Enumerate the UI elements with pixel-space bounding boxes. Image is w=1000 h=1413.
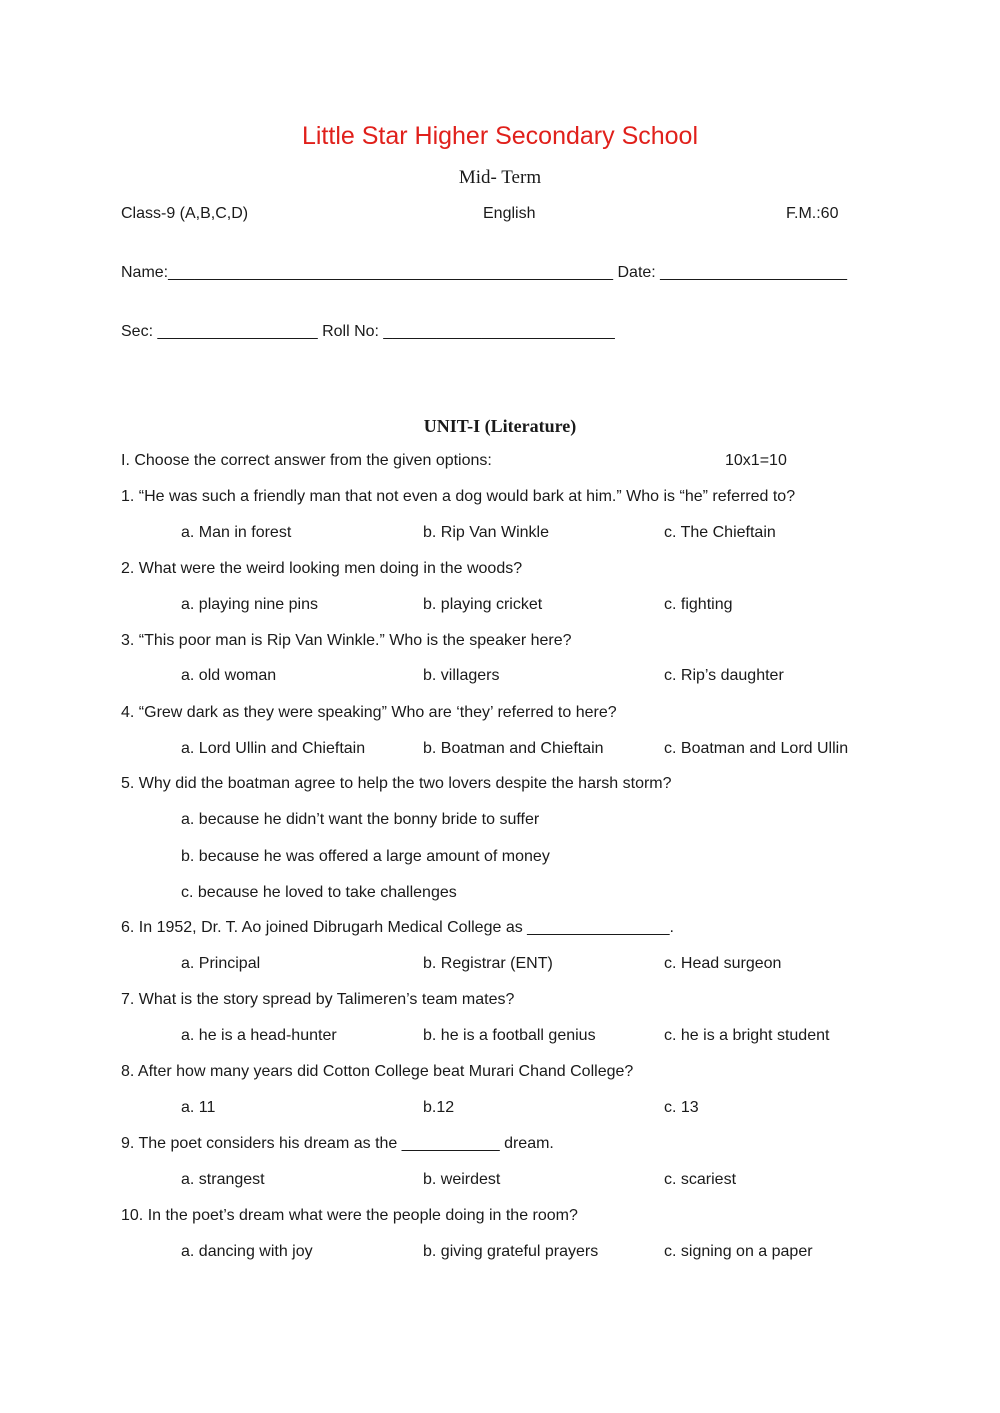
question-text: 1. “He was such a friendly man that not even a dog would bark at him.” Who is “he” referred to? bbox=[121, 488, 796, 505]
full-marks-label: F.M.:60 bbox=[786, 205, 839, 222]
option-b: b. Boatman and Chieftain bbox=[423, 740, 604, 757]
option-c: c. fighting bbox=[664, 596, 733, 613]
option-c: c. because he loved to take challenges bbox=[181, 884, 457, 901]
question-text: 6. In 1952, Dr. T. Ao joined Dibrugarh Medical College as ________________. bbox=[121, 919, 674, 936]
question-text: 7. What is the story spread by Talimeren’s team mates? bbox=[121, 991, 515, 1008]
marks-label: 10x1=10 bbox=[725, 452, 787, 469]
option-a: a. old woman bbox=[181, 667, 277, 684]
option-b: b. villagers bbox=[423, 667, 500, 684]
option-c: c. signing on a paper bbox=[664, 1243, 813, 1260]
question-text: 8. After how many years did Cotton College beat Murari Chand College? bbox=[121, 1063, 634, 1080]
option-b: b. Registrar (ENT) bbox=[423, 955, 553, 972]
option-b: b. because he was offered a large amount of money bbox=[181, 848, 550, 865]
option-b: b.12 bbox=[423, 1099, 455, 1116]
option-a: a. because he didn’t want the bonny bride to suffer bbox=[181, 811, 540, 828]
question-text: 2. What were the weird looking men doing in the woods? bbox=[121, 560, 523, 577]
option-a: a. Lord Ullin and Chieftain bbox=[181, 740, 366, 757]
option-a: a. strangest bbox=[181, 1171, 265, 1188]
option-c: c. Head surgeon bbox=[664, 955, 782, 972]
school-name: Little Star Higher Secondary School bbox=[301, 122, 699, 150]
sec-roll-line: Sec: __________________ Roll No: __________________________ bbox=[121, 323, 615, 340]
option-b: b. playing cricket bbox=[423, 596, 543, 613]
option-c: c. 13 bbox=[664, 1099, 699, 1116]
exam-term: Mid- Term bbox=[458, 167, 542, 188]
option-b: b. weirdest bbox=[423, 1171, 501, 1188]
option-a: a. dancing with joy bbox=[181, 1243, 313, 1260]
instruction-text: I. Choose the correct answer from the given options: bbox=[121, 452, 492, 469]
question-text: 10. In the poet’s dream what were the people doing in the room? bbox=[121, 1207, 578, 1224]
option-c: c. he is a bright student bbox=[664, 1027, 830, 1044]
option-a: a. Man in forest bbox=[181, 524, 292, 541]
question-text: 3. “This poor man is Rip Van Winkle.” Who is the speaker here? bbox=[121, 632, 572, 649]
option-b: b. Rip Van Winkle bbox=[423, 524, 549, 541]
question-text: 4. “Grew dark as they were speaking” Who are ‘they’ referred to here? bbox=[121, 704, 617, 721]
option-c: c. scariest bbox=[664, 1171, 737, 1188]
option-a: a. playing nine pins bbox=[181, 596, 318, 613]
option-c: c. Rip’s daughter bbox=[664, 667, 784, 684]
name-date-line: Name:__________________________________________________ Date: _____________________ bbox=[121, 264, 848, 281]
class-label: Class-9 (A,B,C,D) bbox=[121, 205, 249, 222]
option-c: c. The Chieftain bbox=[664, 524, 776, 541]
question-text: 9. The poet considers his dream as the ___________ dream. bbox=[121, 1135, 554, 1152]
option-a: a. 11 bbox=[181, 1099, 216, 1116]
option-b: b. giving grateful prayers bbox=[423, 1243, 599, 1260]
question-text: 5. Why did the boatman agree to help the two lovers despite the harsh storm? bbox=[121, 775, 672, 792]
unit-title: UNIT-I (Literature) bbox=[423, 416, 577, 436]
option-a: a. Principal bbox=[181, 955, 261, 972]
option-c: c. Boatman and Lord Ullin bbox=[664, 740, 849, 757]
subject-label: English bbox=[483, 205, 536, 222]
option-a: a. he is a head-hunter bbox=[181, 1027, 337, 1044]
option-b: b. he is a football genius bbox=[423, 1027, 596, 1044]
